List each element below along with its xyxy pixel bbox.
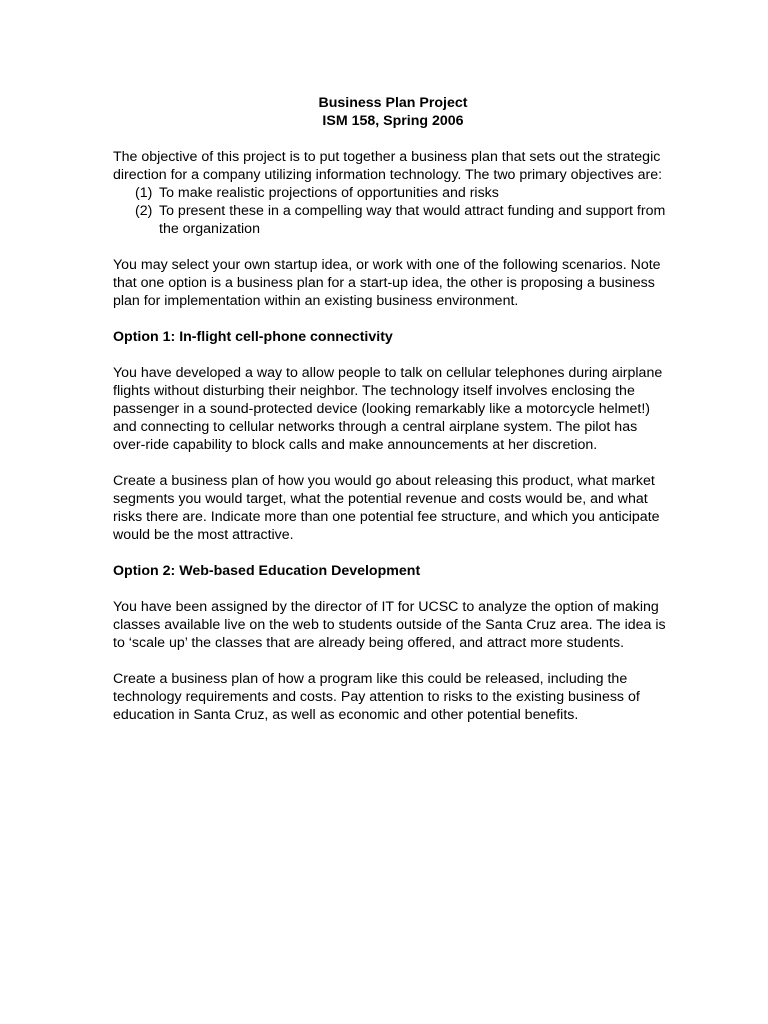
objective-text: To make realistic projections of opportunities and risks [159, 185, 499, 201]
option2-heading: Option 2: Web-based Education Development [113, 563, 421, 579]
objective-item [113, 202, 673, 238]
objective-number: (1) [135, 185, 153, 201]
option1-heading: Option 1: In-flight cell-phone connectivity [113, 329, 393, 345]
option1-paragraph-2: Create a business plan of how you would go about releasing this product, what market segments you would target, what the potential revenue and costs would be, and what risks there are. Indicate more than one potential fee structure, and which you anticipate would be the most attractive. [113, 473, 660, 543]
option1-paragraph-1: You have developed a way to allow people to talk on cellular telephones during airplane flights without disturbing their neighbor. The technology itself involves enclosing the passenger in a sound-protected device (looking remarkably like a motorcycle helmet!) and connecting to cellular networks through a central airplane system. The pilot has over-ride capability to block calls and make announcements at her discretion. [113, 365, 663, 453]
intro-paragraph: The objective of this project is to put together a business plan that sets out the strategic direction for a company utilizing information technology. The two primary objectives are: [113, 149, 663, 183]
document-subtitle: ISM 158, Spring 2006 [322, 113, 464, 129]
option2-paragraph-1: You have been assigned by the director of IT for UCSC to analyze the option of making classes available live on the web to students outside of the Santa Cruz area. The idea is to ‘scale up’ the classes that are already being offered, and attract more students. [113, 599, 666, 651]
option2-paragraph-2: Create a business plan of how a program like this could be released, including the technology requirements and costs. Pay attention to risks to the existing business of education in Santa Cruz, as well as economic and other potential benefits. [113, 671, 640, 723]
document-page [113, 94, 673, 742]
document-title: Business Plan Project [318, 95, 468, 111]
title-block [113, 94, 673, 130]
selection-paragraph: You may select your own startup idea, or work with one of the following scenarios. Note that one option is a business plan for a start-up idea, the other is proposing a business plan for implementation within an existing business environment. [113, 257, 661, 309]
objectives-list [113, 184, 673, 238]
objective-text: To present these in a compelling way that would attract funding and support from the organization [159, 203, 666, 237]
objective-number: (2) [135, 203, 153, 219]
objective-item [113, 184, 673, 202]
